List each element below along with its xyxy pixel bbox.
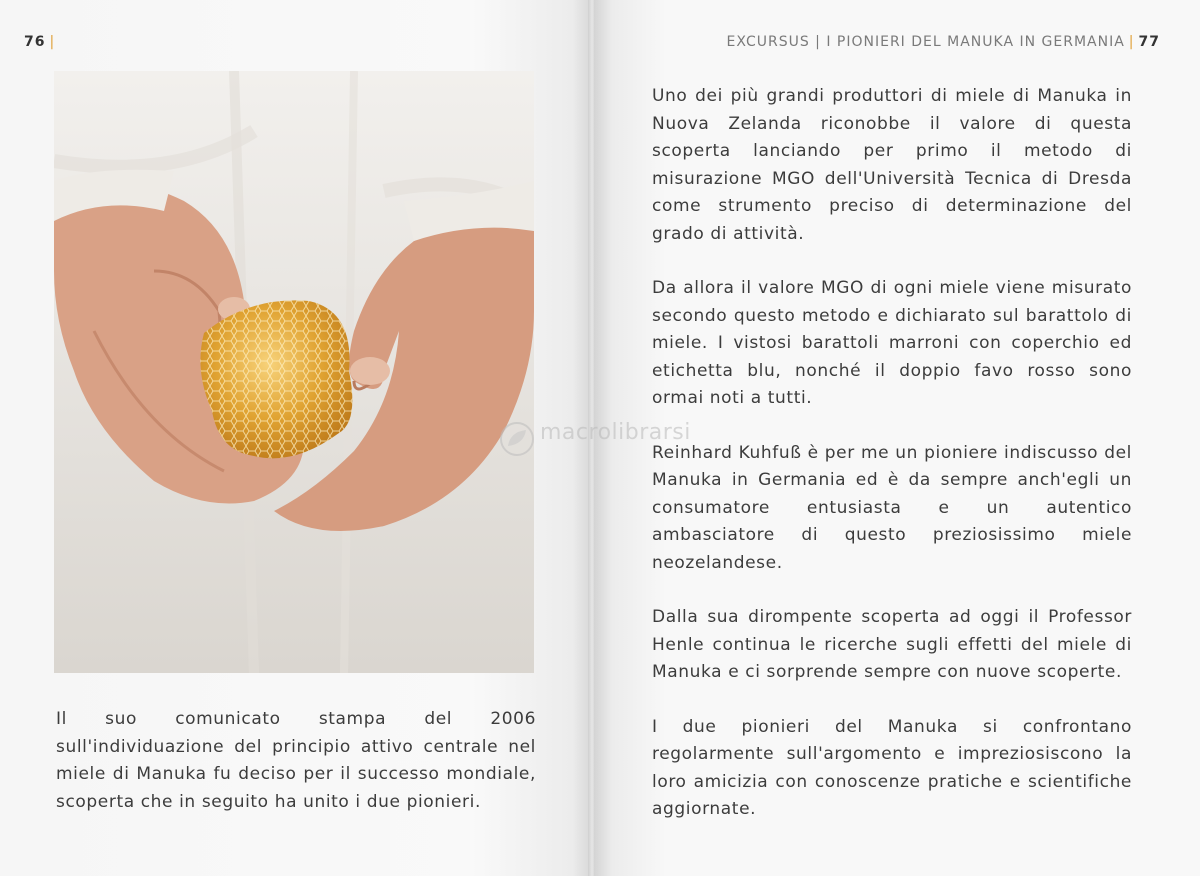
right-page-number: 77 <box>1138 34 1160 50</box>
paragraph-5: I due pionieri del Manuka si confrontano regolarmente sull'argomento e impreziosiscono la loro amicizia con conoscenze pratiche e scientifiche aggiornate. <box>652 716 1132 819</box>
honeycomb-photo <box>54 71 534 673</box>
watermark <box>498 418 718 462</box>
paragraph-1: Uno dei più grandi produttori di miele di Manuka in Nuova Zelanda riconobbe il valore di questa scoperta lanciando per primo il metodo di misurazione MGO dell'Università Tecnica di Dresda come strumento preciso di determinazione del grado di attività. <box>652 86 1132 244</box>
hands-holding-honeycomb-illustration <box>54 71 534 673</box>
chapter-title: EXCURSUS | I PIONIERI DEL MANUKA IN GERMANIA <box>726 34 1125 50</box>
header-separator: | <box>49 34 56 50</box>
watermark-brand: macrolibrarsi <box>540 420 691 445</box>
right-page-header <box>727 34 1160 50</box>
paragraph-2: Da allora il valore MGO di ogni miele viene misurato secondo questo metodo e dichiarato sul barattolo di miele. I vistosi barattoli marroni con coperchio ed etichetta blu, nonché il doppio favo rosso sono ormai noti a tutti. <box>652 278 1132 408</box>
photo-caption: Il suo comunicato stampa del 2006 sull'individuazione del principio attivo centrale nel miele di Manuka fu deciso per il successo mondiale, scoperta che in seguito ha unito i due pionieri. <box>56 709 536 812</box>
paragraph-4: Dalla sua dirompente scoperta ad oggi il Professor Henle continua le ricerche sugli effetti del miele di Manuka e ci sorprende sempre con nuove scoperte. <box>652 607 1132 682</box>
left-page-header <box>24 34 59 50</box>
paragraph-3: Reinhard Kuhfuß è per me un pioniere indiscusso del Manuka in Germania ed è da sempre anch'egli un consumatore entusiasta e un autentico ambasciatore di questo preziosissimo miele neozelandese. <box>652 442 1132 573</box>
leaf-logo-icon <box>498 420 536 458</box>
right-page-body <box>652 83 1132 851</box>
left-page-number: 76 <box>24 34 46 50</box>
header-separator: | <box>1128 34 1135 50</box>
